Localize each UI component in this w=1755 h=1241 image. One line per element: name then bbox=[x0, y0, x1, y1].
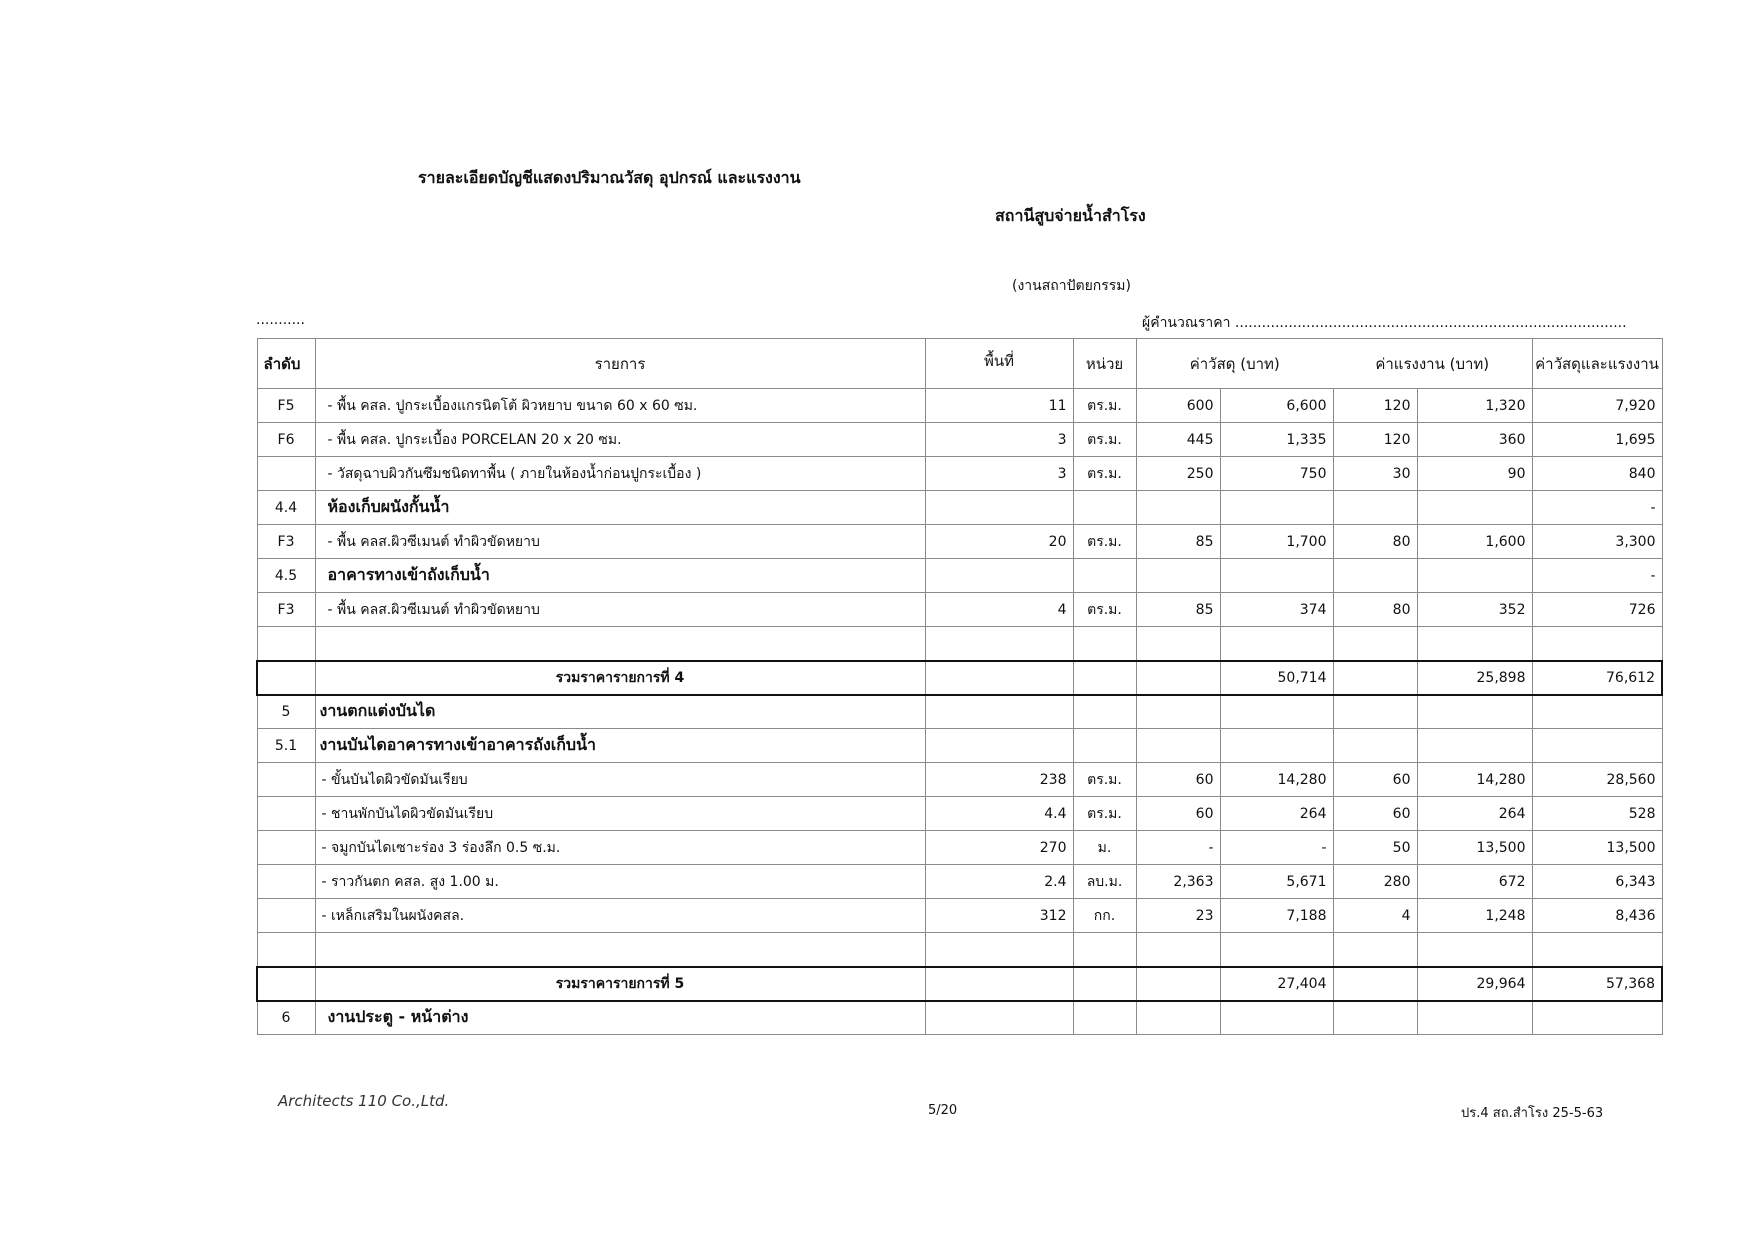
cell-unit bbox=[1073, 967, 1136, 1001]
cell-labor-amount: 1,600 bbox=[1417, 525, 1532, 559]
cell-code bbox=[257, 933, 315, 967]
cell-labor-rate bbox=[1333, 729, 1417, 763]
cell-labor-rate: 60 bbox=[1333, 797, 1417, 831]
cell-quantity bbox=[925, 627, 1073, 661]
cell-total: 7,920 bbox=[1532, 389, 1662, 423]
cell-quantity bbox=[925, 729, 1073, 763]
cell-labor-rate: 30 bbox=[1333, 457, 1417, 491]
cell-material-rate bbox=[1136, 661, 1220, 695]
table-row bbox=[257, 423, 1662, 457]
cell-description: - พื้น คสล. ปูกระเบื้อง PORCELAN 20 x 20 ซม. bbox=[315, 423, 925, 457]
estimator-dots: ........................................................................................ bbox=[1234, 315, 1627, 331]
company-name: Architects 110 Co.,Ltd. bbox=[278, 1092, 450, 1110]
cell-total: 8,436 bbox=[1532, 899, 1662, 933]
cell-labor-amount bbox=[1417, 729, 1532, 763]
cell-unit bbox=[1073, 491, 1136, 525]
table-header bbox=[257, 339, 1662, 389]
work-type: (งานสถาปัตยกรรม) bbox=[1012, 278, 1131, 294]
cell-total: - bbox=[1532, 559, 1662, 593]
cell-material-amount: 750 bbox=[1220, 457, 1333, 491]
table-row bbox=[257, 933, 1662, 967]
cell-quantity bbox=[925, 933, 1073, 967]
cell-description: รวมราคารายการที่ 4 bbox=[315, 661, 925, 695]
cell-description: - ราวกันตก คสล. สูง 1.00 ม. bbox=[315, 865, 925, 899]
cell-description: งานบันไดอาคารทางเข้าอาคารถังเก็บน้ำ bbox=[315, 729, 925, 763]
cell-material-amount bbox=[1220, 559, 1333, 593]
cell-total bbox=[1532, 1001, 1662, 1035]
cell-material-rate bbox=[1136, 627, 1220, 661]
cell-quantity: 3 bbox=[925, 457, 1073, 491]
cell-labor-amount: 90 bbox=[1417, 457, 1532, 491]
cell-unit bbox=[1073, 695, 1136, 729]
cell-labor-rate: 50 bbox=[1333, 831, 1417, 865]
cell-material-amount bbox=[1220, 933, 1333, 967]
cell-labor-rate: 120 bbox=[1333, 389, 1417, 423]
cell-labor-amount bbox=[1417, 695, 1532, 729]
cell-labor-rate: 60 bbox=[1333, 763, 1417, 797]
cell-labor-rate bbox=[1333, 1001, 1417, 1035]
cell-unit bbox=[1073, 559, 1136, 593]
table-row bbox=[257, 831, 1662, 865]
cell-material-amount: 6,600 bbox=[1220, 389, 1333, 423]
cell-description: - พื้น คสล. ปูกระเบื้องแกรนิตโต้ ผิวหยาบ ขนาด 60 x 60 ซม. bbox=[315, 389, 925, 423]
cell-material-amount: 27,404 bbox=[1220, 967, 1333, 1001]
cell-material-amount: 1,335 bbox=[1220, 423, 1333, 457]
table-row bbox=[257, 865, 1662, 899]
cell-material-rate bbox=[1136, 933, 1220, 967]
cell-description: - เหล็กเสริมในผนังคสล. bbox=[315, 899, 925, 933]
document-ref: ปร.4 สถ.สำโรง 25-5-63 bbox=[1461, 1106, 1604, 1121]
section-row bbox=[257, 729, 1662, 763]
project-name: สถานีสูบจ่ายน้ำสำโรง bbox=[995, 206, 1146, 225]
table-row bbox=[257, 899, 1662, 933]
cell-material-amount: 14,280 bbox=[1220, 763, 1333, 797]
cell-quantity bbox=[925, 491, 1073, 525]
cell-unit: ตร.ม. bbox=[1073, 457, 1136, 491]
cell-labor-amount bbox=[1417, 559, 1532, 593]
cell-code bbox=[257, 763, 315, 797]
cell-quantity: 312 bbox=[925, 899, 1073, 933]
cell-labor-rate: 280 bbox=[1333, 865, 1417, 899]
cell-code bbox=[257, 627, 315, 661]
cell-material-amount bbox=[1220, 627, 1333, 661]
cell-unit: ตร.ม. bbox=[1073, 423, 1136, 457]
cell-labor-amount bbox=[1417, 933, 1532, 967]
page-number: 5/20 bbox=[928, 1103, 958, 1118]
cell-code bbox=[257, 865, 315, 899]
cell-material-rate bbox=[1136, 1001, 1220, 1035]
cell-total bbox=[1532, 933, 1662, 967]
cell-labor-rate: 120 bbox=[1333, 423, 1417, 457]
cell-unit: ลบ.ม. bbox=[1073, 865, 1136, 899]
cell-labor-amount bbox=[1417, 1001, 1532, 1035]
cell-code: 5 bbox=[257, 695, 315, 729]
cell-material-amount: 374 bbox=[1220, 593, 1333, 627]
cell-total bbox=[1532, 627, 1662, 661]
cell-description: อาคารทางเข้าถังเก็บน้ำ bbox=[315, 559, 925, 593]
cell-material-rate: 60 bbox=[1136, 797, 1220, 831]
cell-total: 13,500 bbox=[1532, 831, 1662, 865]
cell-material-amount: 1,700 bbox=[1220, 525, 1333, 559]
cell-unit bbox=[1073, 627, 1136, 661]
cell-description: - ขั้นบันไดผิวขัดมันเรียบ bbox=[315, 763, 925, 797]
cell-total: - bbox=[1532, 491, 1662, 525]
cell-material-rate: 23 bbox=[1136, 899, 1220, 933]
section-row bbox=[257, 695, 1662, 729]
table-row bbox=[257, 627, 1662, 661]
cell-description: งานตกแต่งบันได bbox=[315, 695, 925, 729]
header-unit: หน่วย bbox=[1073, 339, 1136, 389]
cell-code: 6 bbox=[257, 1001, 315, 1035]
cell-unit bbox=[1073, 661, 1136, 695]
cell-material-rate: 445 bbox=[1136, 423, 1220, 457]
cell-labor-rate: 4 bbox=[1333, 899, 1417, 933]
cell-unit: ตร.ม. bbox=[1073, 593, 1136, 627]
document-title: รายละเอียดบัญชีแสดงปริมาณวัสดุ อุปกรณ์ และแรงงาน bbox=[418, 168, 801, 187]
table-body bbox=[257, 389, 1662, 1035]
subtotal-row bbox=[257, 967, 1662, 1001]
cell-unit: ตร.ม. bbox=[1073, 389, 1136, 423]
cell-labor-amount: 672 bbox=[1417, 865, 1532, 899]
cell-unit bbox=[1073, 1001, 1136, 1035]
cell-labor-rate bbox=[1333, 933, 1417, 967]
cell-material-rate bbox=[1136, 491, 1220, 525]
cell-description: - ชานพักบันไดผิวขัดมันเรียบ bbox=[315, 797, 925, 831]
cell-material-amount bbox=[1220, 695, 1333, 729]
cell-labor-amount: 29,964 bbox=[1417, 967, 1532, 1001]
cell-total: 28,560 bbox=[1532, 763, 1662, 797]
section-row bbox=[257, 1001, 1662, 1035]
cell-description: - จมูกบันไดเซาะร่อง 3 ร่องลึก 0.5 ซ.ม. bbox=[315, 831, 925, 865]
cell-quantity bbox=[925, 559, 1073, 593]
cell-quantity bbox=[925, 695, 1073, 729]
header-material: ค่าวัสดุ (บาท) bbox=[1136, 339, 1333, 389]
cell-code: 4.5 bbox=[257, 559, 315, 593]
cell-description: - พื้น คลส.ผิวซีเมนต์ ทำผิวขัดหยาบ bbox=[315, 593, 925, 627]
cell-material-rate bbox=[1136, 729, 1220, 763]
cell-labor-rate bbox=[1333, 559, 1417, 593]
header-labor: ค่าแรงงาน (บาท) bbox=[1333, 339, 1532, 389]
cell-quantity: 3 bbox=[925, 423, 1073, 457]
cell-labor-amount: 352 bbox=[1417, 593, 1532, 627]
cell-total: 57,368 bbox=[1532, 967, 1662, 1001]
cell-total bbox=[1532, 729, 1662, 763]
cell-labor-amount: 1,248 bbox=[1417, 899, 1532, 933]
section-row bbox=[257, 491, 1662, 525]
cell-code bbox=[257, 661, 315, 695]
table-row bbox=[257, 763, 1662, 797]
cell-labor-amount bbox=[1417, 491, 1532, 525]
cell-quantity: 270 bbox=[925, 831, 1073, 865]
cell-material-amount bbox=[1220, 491, 1333, 525]
cell-unit: กก. bbox=[1073, 899, 1136, 933]
cell-labor-amount: 360 bbox=[1417, 423, 1532, 457]
cell-unit: ม. bbox=[1073, 831, 1136, 865]
table-row bbox=[257, 457, 1662, 491]
cell-total: 76,612 bbox=[1532, 661, 1662, 695]
cell-labor-rate bbox=[1333, 695, 1417, 729]
cell-material-rate: 85 bbox=[1136, 525, 1220, 559]
cell-material-rate: 60 bbox=[1136, 763, 1220, 797]
header-item: รายการ bbox=[315, 339, 925, 389]
header-area: พื้นที่ bbox=[925, 339, 1073, 389]
cell-description: งานประตู - หน้าต่าง bbox=[315, 1001, 925, 1035]
cell-quantity: 4.4 bbox=[925, 797, 1073, 831]
cell-material-amount bbox=[1220, 1001, 1333, 1035]
subtotal-row bbox=[257, 661, 1662, 695]
cell-material-rate: - bbox=[1136, 831, 1220, 865]
cell-unit bbox=[1073, 729, 1136, 763]
cell-quantity: 4 bbox=[925, 593, 1073, 627]
cell-description: รวมราคารายการที่ 5 bbox=[315, 967, 925, 1001]
cell-quantity bbox=[925, 1001, 1073, 1035]
cell-material-amount: 264 bbox=[1220, 797, 1333, 831]
cell-unit: ตร.ม. bbox=[1073, 763, 1136, 797]
cell-labor-rate bbox=[1333, 967, 1417, 1001]
cell-labor-rate: 80 bbox=[1333, 525, 1417, 559]
cell-labor-rate bbox=[1333, 491, 1417, 525]
cell-code bbox=[257, 457, 315, 491]
cell-code: F5 bbox=[257, 389, 315, 423]
cell-labor-amount: 1,320 bbox=[1417, 389, 1532, 423]
cell-total: 1,695 bbox=[1532, 423, 1662, 457]
cell-total: 840 bbox=[1532, 457, 1662, 491]
cell-description: ห้องเก็บผนังกั้นน้ำ bbox=[315, 491, 925, 525]
cell-labor-amount: 13,500 bbox=[1417, 831, 1532, 865]
cell-quantity bbox=[925, 967, 1073, 1001]
cell-code: F3 bbox=[257, 593, 315, 627]
cell-code: 5.1 bbox=[257, 729, 315, 763]
header-seq: ลำดับ bbox=[257, 339, 315, 389]
cell-material-amount bbox=[1220, 729, 1333, 763]
cell-code: 4.4 bbox=[257, 491, 315, 525]
table-row bbox=[257, 797, 1662, 831]
cell-code bbox=[257, 831, 315, 865]
cell-material-amount: 50,714 bbox=[1220, 661, 1333, 695]
cell-total: 3,300 bbox=[1532, 525, 1662, 559]
cell-labor-rate bbox=[1333, 627, 1417, 661]
cell-description: - วัสดุฉาบผิวกันซึมชนิดทาพื้น ( ภายในห้องน้ำก่อนปูกระเบื้อง ) bbox=[315, 457, 925, 491]
cell-material-rate bbox=[1136, 695, 1220, 729]
section-row bbox=[257, 559, 1662, 593]
cell-total: 6,343 bbox=[1532, 865, 1662, 899]
cell-labor-rate bbox=[1333, 661, 1417, 695]
estimator-line bbox=[1142, 312, 1627, 334]
cell-material-rate: 600 bbox=[1136, 389, 1220, 423]
cell-quantity: 238 bbox=[925, 763, 1073, 797]
cell-material-rate bbox=[1136, 967, 1220, 1001]
cell-code bbox=[257, 967, 315, 1001]
cell-total bbox=[1532, 695, 1662, 729]
cell-material-rate: 250 bbox=[1136, 457, 1220, 491]
cell-quantity: 2.4 bbox=[925, 865, 1073, 899]
table-row bbox=[257, 593, 1662, 627]
cell-quantity: 20 bbox=[925, 525, 1073, 559]
table-row bbox=[257, 525, 1662, 559]
cell-quantity: 11 bbox=[925, 389, 1073, 423]
cell-material-rate: 85 bbox=[1136, 593, 1220, 627]
cell-description: - พื้น คลส.ผิวซีเมนต์ ทำผิวขัดหยาบ bbox=[315, 525, 925, 559]
cell-material-amount: 7,188 bbox=[1220, 899, 1333, 933]
cell-unit bbox=[1073, 933, 1136, 967]
cell-labor-amount: 264 bbox=[1417, 797, 1532, 831]
cell-labor-amount bbox=[1417, 627, 1532, 661]
left-dots: ........... bbox=[256, 312, 305, 328]
cell-material-amount: 5,671 bbox=[1220, 865, 1333, 899]
cell-material-amount: - bbox=[1220, 831, 1333, 865]
cell-code: F6 bbox=[257, 423, 315, 457]
header-total: ค่าวัสดุและแรงงาน bbox=[1532, 339, 1662, 389]
cell-material-rate bbox=[1136, 559, 1220, 593]
cell-code bbox=[257, 899, 315, 933]
boq-table bbox=[256, 338, 1663, 1035]
cell-description bbox=[315, 933, 925, 967]
cell-code bbox=[257, 797, 315, 831]
cell-total: 528 bbox=[1532, 797, 1662, 831]
cell-labor-amount: 25,898 bbox=[1417, 661, 1532, 695]
cell-material-rate: 2,363 bbox=[1136, 865, 1220, 899]
table-row bbox=[257, 389, 1662, 423]
cell-unit: ตร.ม. bbox=[1073, 525, 1136, 559]
cell-code: F3 bbox=[257, 525, 315, 559]
cell-labor-amount: 14,280 bbox=[1417, 763, 1532, 797]
cell-labor-rate: 80 bbox=[1333, 593, 1417, 627]
cell-unit: ตร.ม. bbox=[1073, 797, 1136, 831]
cell-quantity bbox=[925, 661, 1073, 695]
cell-total: 726 bbox=[1532, 593, 1662, 627]
cell-description bbox=[315, 627, 925, 661]
estimator-label: ผู้คำนวณราคา bbox=[1142, 315, 1231, 331]
